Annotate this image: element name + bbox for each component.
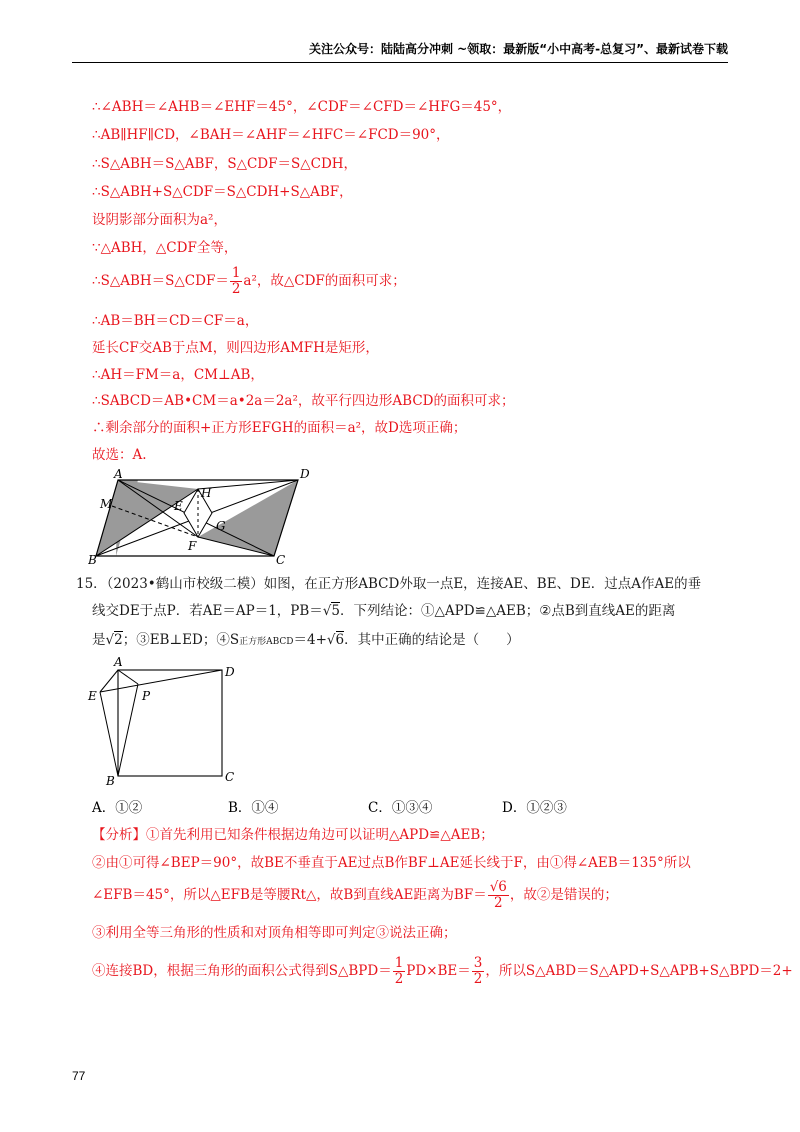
solution-line-3: ∴S△ABH＝S△ABF，S△CDF＝S△CDH， bbox=[92, 156, 358, 172]
analysis-line-5: ④连接BD，根据三角形的面积公式得到S△BPD＝ $\frac{1}{2}$ PD×BE＝ $\frac{3}{2}$ ，所以S△ABD＝S△APD+S△APB+S△BPD＝2+ bbox=[92, 955, 793, 987]
label-m: M bbox=[100, 497, 113, 511]
sqrt-symbol: √ bbox=[326, 632, 336, 648]
fraction-half: $\frac{1}{2}$ bbox=[231, 265, 241, 297]
sqrt-6: 6 bbox=[335, 632, 345, 648]
solution-line-10: ∴AH＝FM＝a，CM⊥AB， bbox=[92, 367, 264, 383]
sqrt-symbol: √ bbox=[322, 603, 332, 619]
solution-line-13: 故选：A. bbox=[92, 447, 147, 463]
page-header: 关注公众号：陆陆高分冲刺 ~领取：最新版“小中高考-总复习”、最新试卷下载 bbox=[309, 42, 728, 56]
solution-line-6: ∵△ABH，△CDF全等， bbox=[92, 240, 238, 256]
line-hd bbox=[198, 480, 298, 489]
option-b[interactable]: B．①④ bbox=[228, 800, 279, 816]
line-ae bbox=[100, 670, 118, 692]
label-c: C bbox=[276, 553, 286, 567]
label-b: B bbox=[106, 774, 115, 787]
line-pb bbox=[118, 684, 138, 776]
label-h: H bbox=[201, 486, 212, 500]
analysis-line-2: ②由①可得∠BEP＝90°，故BE不垂直于AE过点B作BF⊥AE延长线于F，由①得∠AEB＝135°所以 bbox=[92, 855, 691, 871]
parallelogram-figure bbox=[88, 468, 318, 568]
line-eb bbox=[100, 692, 118, 776]
shaded-region-cdf bbox=[198, 480, 298, 556]
solution-line-12: ∴剩余部分的面积+正方形EFGH的面积＝a²，故D选项正确； bbox=[92, 420, 467, 436]
solution-line-9: 延长CF交AB于点M，则四边形AMFH是矩形， bbox=[92, 340, 379, 356]
sqrt-5: 5 bbox=[331, 603, 340, 619]
label-d: D bbox=[300, 468, 310, 481]
q15-line-1: 15．（2023•鹤山市校级二模）如图，在正方形ABCD外取一点E，连接AE、BE、DE．过点A作AE的垂 bbox=[76, 576, 702, 592]
solution-line-4: ∴S△ABH+S△CDF＝S△CDH+S△ABF， bbox=[92, 184, 353, 200]
shaded-region-abh bbox=[96, 480, 198, 556]
q15-line-3: 是√2；③EB⊥ED；④S正方形ABCD＝4+√6．其中正确的结论是（ ） bbox=[92, 632, 520, 648]
label-e: E bbox=[88, 689, 97, 703]
sqrt-symbol: √ bbox=[105, 632, 115, 648]
analysis-line-1: 【分析】①首先利用已知条件根据边角边可以证明△APD≌△AEB； bbox=[92, 827, 494, 843]
header-rule bbox=[72, 62, 728, 63]
line-ap bbox=[118, 670, 138, 684]
label-a: A bbox=[114, 655, 123, 669]
square-figure bbox=[86, 652, 246, 787]
solution-line-7 bbox=[92, 266, 406, 297]
label-a: A bbox=[114, 468, 123, 481]
label-c: C bbox=[225, 770, 235, 784]
label-f: F bbox=[188, 539, 197, 553]
analysis-line-3: ∠EFB＝45°，所以△EFB是等腰Rt△，故B到直线AE距离为BF＝ $\frac{√6}{2}$ ，故②是错误的； bbox=[92, 879, 618, 911]
subscript-square: 正方形ABCD bbox=[239, 637, 294, 647]
label-g: G bbox=[216, 519, 226, 533]
solution-line-8: ∴AB＝BH＝CD＝CF＝a， bbox=[92, 313, 259, 329]
label-e: E bbox=[174, 499, 183, 513]
analysis-line-4: ③利用全等三角形的性质和对顶角相等即可判定③说法正确； bbox=[92, 925, 457, 941]
label-p: P bbox=[142, 689, 151, 703]
solution-line-7-head: ∴S△ABH＝S△CDF＝ bbox=[92, 273, 229, 289]
q15-line-2: 线交DE于点P．若AE＝AP＝1，PB＝√5．下列结论：①△APD≌△AEB；②点B到直线AE的距离 bbox=[92, 603, 676, 619]
label-d: D bbox=[225, 665, 235, 679]
label-b: B bbox=[88, 553, 97, 567]
fraction-half-2: $\frac{1}{2}$ bbox=[394, 955, 404, 987]
solution-line-2: ∴AB∥HF∥CD，∠BAH＝∠AHF＝∠HFC＝∠FCD＝90°， bbox=[92, 127, 450, 143]
fraction-3-over-2: $\frac{3}{2}$ bbox=[473, 955, 483, 987]
solution-line-11: ∴SABCD＝AB•CM＝a•2a＝2a²，故平行四边形ABCD的面积可求； bbox=[92, 393, 515, 409]
option-c[interactable]: C．①③④ bbox=[368, 800, 433, 816]
solution-line-5: 设阴影部分面积为a²， bbox=[92, 212, 227, 228]
option-d[interactable]: D．①②③ bbox=[502, 800, 567, 816]
sqrt-2: 2 bbox=[114, 632, 123, 648]
option-a[interactable]: A．①② bbox=[92, 800, 143, 816]
solution-line-1: ∴∠ABH＝∠AHB＝∠EHF＝45°，∠CDF＝∠CFD＝∠HFG＝45°， bbox=[92, 99, 512, 115]
page-number: 77 bbox=[72, 1069, 86, 1083]
solution-line-7-tail: a²，故△CDF的面积可求； bbox=[243, 273, 406, 289]
fraction-sqrt6-over-2: $\frac{√6}{2}$ bbox=[489, 879, 507, 911]
